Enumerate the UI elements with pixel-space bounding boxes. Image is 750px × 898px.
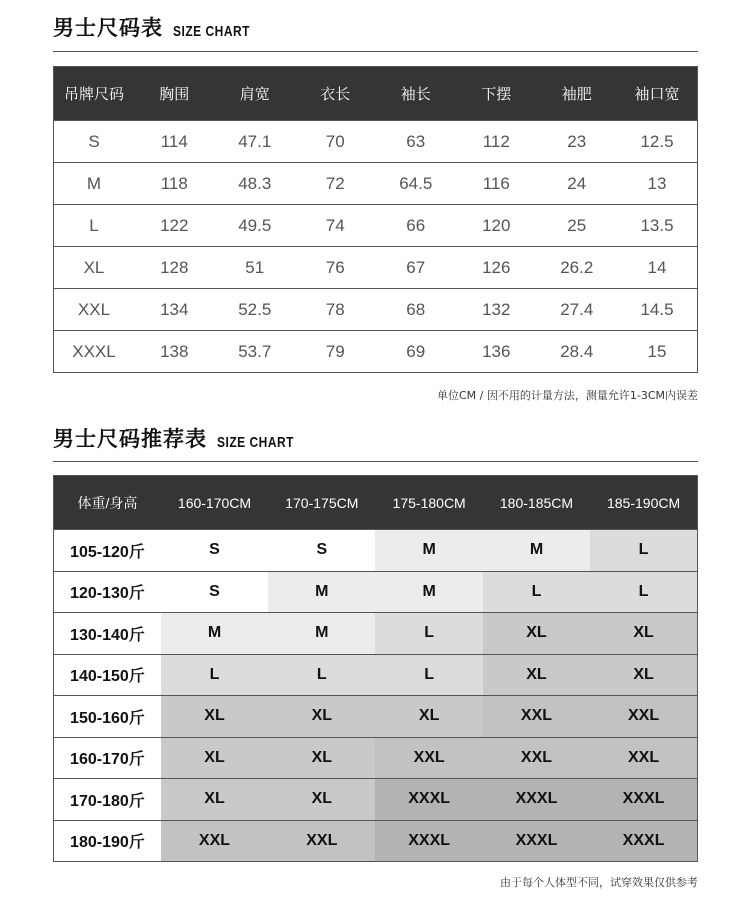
table-cell: 26.2 <box>537 247 618 289</box>
table-row <box>54 121 698 163</box>
recommend-chart-title <box>53 423 294 453</box>
row-label: S <box>54 121 135 163</box>
table-cell: 118 <box>134 163 215 205</box>
table-cell: 24 <box>537 163 618 205</box>
row-label: 160-170斤 <box>54 737 161 779</box>
column-header: 160-170CM <box>161 476 268 530</box>
fit-footnote: 由于每个人体型不同，试穿效果仅供参考 <box>500 876 698 889</box>
table-cell: 52.5 <box>215 289 296 331</box>
table-cell: 74 <box>295 205 376 247</box>
table-cell: XL <box>161 779 268 821</box>
table-row <box>54 163 698 205</box>
row-label: 105-120斤 <box>54 530 161 572</box>
divider <box>53 51 698 52</box>
size-table-header <box>54 67 698 121</box>
table-cell: 28.4 <box>537 331 618 373</box>
table-cell: 114 <box>134 121 215 163</box>
table-cell: 72 <box>295 163 376 205</box>
table-cell: 63 <box>376 121 457 163</box>
table-cell: XL <box>161 737 268 779</box>
table-cell: XXL <box>590 737 697 779</box>
table-cell: XL <box>268 779 375 821</box>
table-cell: M <box>268 613 375 655</box>
row-label: 140-150斤 <box>54 654 161 696</box>
table-cell: 120 <box>456 205 537 247</box>
recommend-table <box>53 475 698 862</box>
table-cell: L <box>161 654 268 696</box>
table-cell: XXXL <box>590 779 697 821</box>
table-cell: M <box>483 530 590 572</box>
table-cell: XXL <box>590 696 697 738</box>
table-cell: XL <box>268 696 375 738</box>
table-cell: S <box>161 530 268 572</box>
column-header: 170-175CM <box>268 476 375 530</box>
table-cell: 126 <box>456 247 537 289</box>
row-label: 170-180斤 <box>54 779 161 821</box>
table-cell: 112 <box>456 121 537 163</box>
column-header: 180-185CM <box>483 476 590 530</box>
table-cell: XXXL <box>375 820 482 862</box>
table-cell: 70 <box>295 121 376 163</box>
column-header: 袖长 <box>376 67 457 121</box>
table-cell: XL <box>375 696 482 738</box>
size-chart-title-cn: 男士尺码表 <box>53 16 163 40</box>
table-row <box>54 696 698 738</box>
table-cell: 76 <box>295 247 376 289</box>
table-cell: XXL <box>375 737 482 779</box>
table-cell: L <box>590 571 697 613</box>
column-header: 袖口宽 <box>617 67 698 121</box>
table-cell: XL <box>161 696 268 738</box>
table-cell: XL <box>268 737 375 779</box>
table-cell: 134 <box>134 289 215 331</box>
row-label: M <box>54 163 135 205</box>
table-cell: XL <box>590 654 697 696</box>
table-cell: 66 <box>376 205 457 247</box>
measurement-note: 单位CM / 因不用的计量方法，测量允许1-3CM内误差 <box>436 389 698 402</box>
table-cell: 14 <box>617 247 698 289</box>
table-cell: 132 <box>456 289 537 331</box>
table-cell: 14.5 <box>617 289 698 331</box>
row-label: XXL <box>54 289 135 331</box>
table-row <box>54 331 698 373</box>
table-cell: XXL <box>268 820 375 862</box>
size-table <box>53 66 698 373</box>
table-cell: 13 <box>617 163 698 205</box>
divider <box>53 461 698 462</box>
table-cell: 67 <box>376 247 457 289</box>
table-cell: 79 <box>295 331 376 373</box>
table-cell: 25 <box>537 205 618 247</box>
row-label: XXXL <box>54 331 135 373</box>
table-cell: 48.3 <box>215 163 296 205</box>
table-cell: S <box>268 530 375 572</box>
table-cell: 15 <box>617 331 698 373</box>
table-cell: 53.7 <box>215 331 296 373</box>
column-header: 袖肥 <box>537 67 618 121</box>
table-row <box>54 247 698 289</box>
table-row <box>54 737 698 779</box>
row-label: L <box>54 205 135 247</box>
table-cell: 138 <box>134 331 215 373</box>
table-cell: 136 <box>456 331 537 373</box>
table-cell: L <box>268 654 375 696</box>
table-cell: XXXL <box>483 820 590 862</box>
column-header: 175-180CM <box>375 476 482 530</box>
table-cell: 78 <box>295 289 376 331</box>
table-cell: L <box>375 654 482 696</box>
table-row <box>54 779 698 821</box>
table-cell: XL <box>590 613 697 655</box>
table-cell: XXXL <box>375 779 482 821</box>
row-label: XL <box>54 247 135 289</box>
column-header: 衣长 <box>295 67 376 121</box>
table-cell: XXXL <box>483 779 590 821</box>
table-cell: M <box>375 530 482 572</box>
table-cell: 64.5 <box>376 163 457 205</box>
size-chart-title-en: SIZE CHART <box>173 22 250 40</box>
table-cell: 122 <box>134 205 215 247</box>
table-cell: XXL <box>161 820 268 862</box>
table-cell: 69 <box>376 331 457 373</box>
size-table-body <box>54 121 698 373</box>
table-cell: XXL <box>483 737 590 779</box>
column-header: 胸围 <box>134 67 215 121</box>
table-cell: 12.5 <box>617 121 698 163</box>
table-cell: 47.1 <box>215 121 296 163</box>
recommend-chart-title-cn: 男士尺码推荐表 <box>53 427 207 451</box>
table-cell: 51 <box>215 247 296 289</box>
column-header: 吊牌尺码 <box>54 67 135 121</box>
recommend-table-header <box>54 476 698 530</box>
column-header: 下摆 <box>456 67 537 121</box>
table-cell: 49.5 <box>215 205 296 247</box>
table-row <box>54 289 698 331</box>
table-cell: S <box>161 571 268 613</box>
table-row <box>54 205 698 247</box>
row-label: 120-130斤 <box>54 571 161 613</box>
table-cell: M <box>268 571 375 613</box>
table-cell: L <box>375 613 482 655</box>
table-row <box>54 613 698 655</box>
recommend-chart-title-en: SIZE CHART <box>217 433 294 451</box>
table-cell: 116 <box>456 163 537 205</box>
column-header: 体重/身高 <box>54 476 161 530</box>
table-row <box>54 820 698 862</box>
table-row <box>54 530 698 572</box>
table-row <box>54 654 698 696</box>
table-cell: 128 <box>134 247 215 289</box>
table-cell: 68 <box>376 289 457 331</box>
table-cell: M <box>375 571 482 613</box>
table-cell: 23 <box>537 121 618 163</box>
table-cell: XL <box>483 613 590 655</box>
column-header: 肩宽 <box>215 67 296 121</box>
table-cell: XXXL <box>590 820 697 862</box>
table-row <box>54 571 698 613</box>
row-label: 150-160斤 <box>54 696 161 738</box>
table-cell: L <box>483 571 590 613</box>
row-label: 130-140斤 <box>54 613 161 655</box>
table-cell: XXL <box>483 696 590 738</box>
table-cell: 13.5 <box>617 205 698 247</box>
size-chart-title <box>53 12 250 42</box>
table-cell: M <box>161 613 268 655</box>
table-cell: XL <box>483 654 590 696</box>
table-cell: L <box>590 530 697 572</box>
table-cell: 27.4 <box>537 289 618 331</box>
row-label: 180-190斤 <box>54 820 161 862</box>
recommend-table-body <box>54 530 698 862</box>
column-header: 185-190CM <box>590 476 697 530</box>
